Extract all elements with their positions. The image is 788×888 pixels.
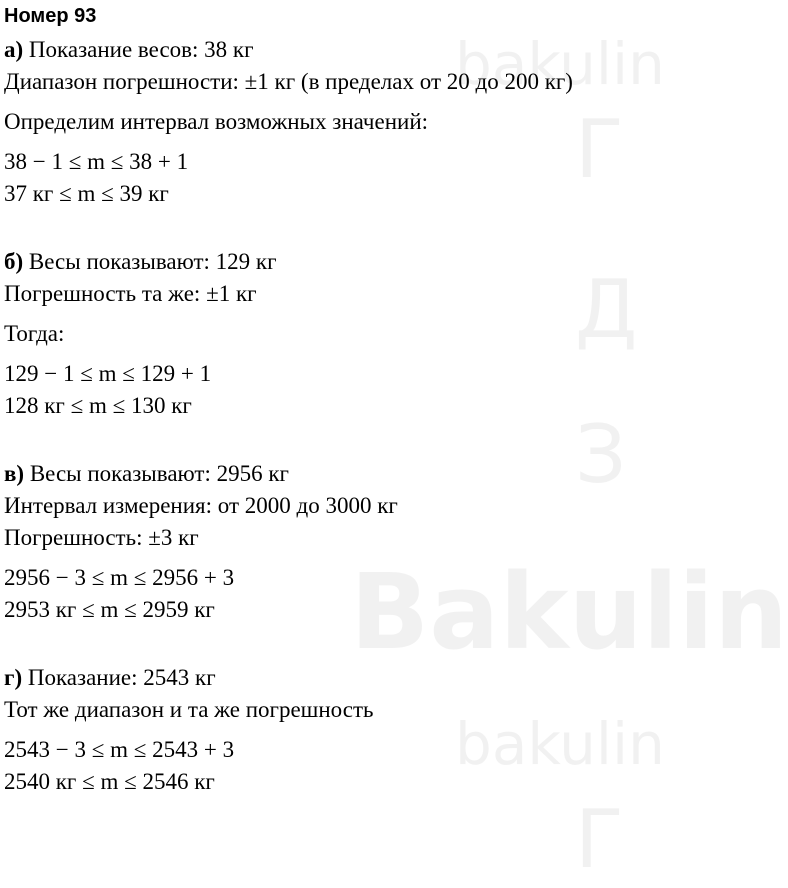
section-b-result: 128 кг ≤ m ≤ 130 кг: [4, 393, 192, 418]
section-g-marker: г): [4, 665, 23, 690]
section-g: [4, 662, 695, 798]
page-title: Номер 93: [4, 5, 97, 27]
section-a-marker: а): [4, 37, 24, 62]
section-b-line-2: Погрешность та же: ±1 кг: [4, 281, 257, 306]
watermark-text-top: bakulin: [455, 30, 665, 98]
section-g-inequality: 2543 − 3 ≤ m ≤ 2543 + 3: [4, 737, 235, 762]
watermark-text-main: Bakulin: [350, 551, 788, 673]
watermark-letter: Д: [575, 263, 638, 356]
watermark-text-bottom: bakulin: [455, 710, 665, 778]
section-a-result: 37 кг ≤ m ≤ 39 кг: [4, 181, 169, 206]
section-a-line-2: Диапазон погрешности: ±1 кг (в пределах от 20 до 200 кг): [4, 69, 573, 94]
watermark-letter: Г: [575, 103, 624, 196]
section-v-line-2: Интервал измерения: от 2000 до 3000 кг: [4, 493, 398, 518]
section-g-line-2: Тот же диапазон и та же погрешность: [4, 697, 374, 722]
watermark-letter: З: [575, 408, 627, 501]
section-b-marker: б): [4, 249, 24, 274]
section-b-text-1: Весы показывают: 129 кг: [23, 249, 277, 274]
section-b: [4, 246, 695, 422]
section-a: [4, 30, 695, 210]
section-v-inequality: 2956 − 3 ≤ m ≤ 2956 + 3: [4, 565, 235, 590]
section-v-result: 2953 кг ≤ m ≤ 2959 кг: [4, 597, 215, 622]
section-v-marker: в): [4, 461, 25, 486]
section-b-line-3: Тогда:: [4, 321, 65, 346]
section-a-inequality: 38 − 1 ≤ m ≤ 38 + 1: [4, 149, 189, 174]
section-b-line-1: [4, 246, 695, 278]
watermark-letter: Г: [575, 793, 624, 886]
section-g-result: 2540 кг ≤ m ≤ 2546 кг: [4, 769, 215, 794]
section-v-text-1: Весы показывают: 2956 кг: [24, 461, 289, 486]
section-a-text-1: Показание весов: 38 кг: [23, 37, 254, 62]
section-a-line-1: [4, 34, 695, 66]
section-v-line-3: Погрешность: ±3 кг: [4, 525, 199, 550]
section-g-line-1: [4, 662, 695, 694]
section-a-line-3: Определим интервал возможных значений:: [4, 109, 429, 134]
solution-content: [4, 0, 695, 798]
section-g-text-1: Показание: 2543 кг: [22, 665, 216, 690]
section-b-inequality: 129 − 1 ≤ m ≤ 129 + 1: [4, 361, 212, 386]
section-v-line-1: [4, 458, 695, 490]
section-v: [4, 458, 695, 626]
